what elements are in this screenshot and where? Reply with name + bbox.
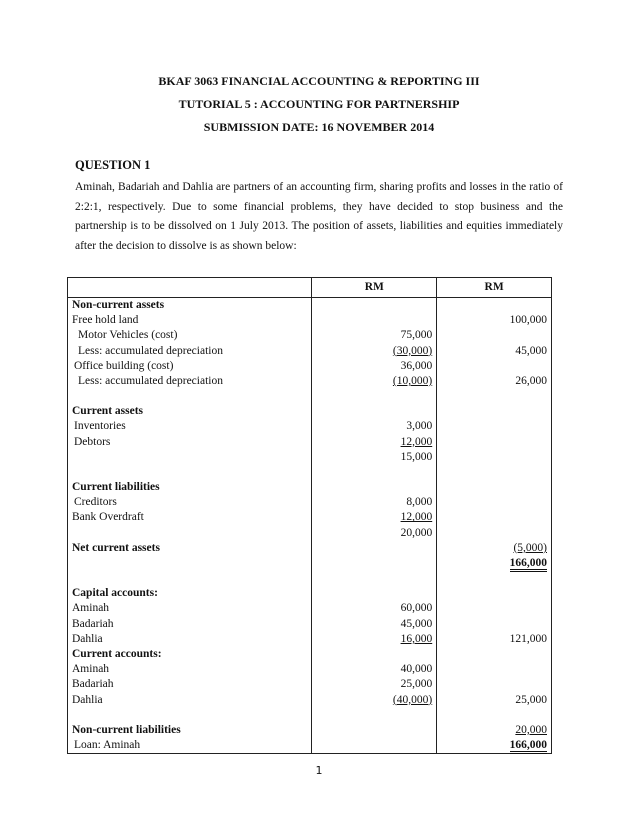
amount: 3,000 (406, 420, 433, 433)
row-label: Badariah (68, 617, 312, 632)
row-value-rm-2 (437, 662, 552, 677)
spacer-cell (68, 389, 312, 404)
row-value-rm-1 (312, 556, 437, 571)
row-value-rm-2 (437, 480, 552, 495)
row-label: Dahlia (68, 632, 312, 647)
row-value-rm-1 (312, 480, 437, 495)
amount: (5,000) (513, 541, 547, 554)
table-row (68, 617, 552, 632)
spacer-cell (312, 708, 437, 723)
header-rm-2: RM (437, 278, 552, 298)
table-row (68, 738, 552, 754)
amount: 100,000 (509, 314, 547, 327)
row-value-rm-2 (437, 328, 552, 343)
row-value-rm-1 (312, 723, 437, 738)
row-value-rm-1 (312, 677, 437, 692)
spacer-cell (68, 708, 312, 723)
row-label: Office building (cost) (68, 359, 312, 374)
row-value-rm-2 (437, 344, 552, 359)
row-value-rm-1 (312, 526, 437, 541)
amount: 20,000 (515, 723, 547, 736)
balance-sheet-table (67, 277, 552, 754)
header-blank (68, 278, 312, 298)
table-row (68, 419, 552, 434)
row-value-rm-2 (437, 313, 552, 328)
table-row (68, 298, 552, 314)
spacer-cell (437, 465, 552, 480)
row-value-rm-1 (312, 435, 437, 450)
table-row (68, 601, 552, 616)
row-label: Aminah (68, 662, 312, 677)
row-label: Capital accounts: (68, 586, 312, 601)
row-value-rm-2 (437, 450, 552, 465)
table-row (68, 541, 552, 556)
row-label: Badariah (68, 677, 312, 692)
row-value-rm-1 (312, 344, 437, 359)
row-label: Current liabilities (68, 480, 312, 495)
table-row (68, 586, 552, 601)
row-label: Inventories (68, 419, 312, 434)
amount: 12,000 (400, 435, 433, 448)
amount: (40,000) (392, 693, 433, 706)
table-row (68, 359, 552, 374)
table-row (68, 450, 552, 465)
table-spacer-row (68, 571, 552, 586)
row-value-rm-2 (437, 526, 552, 541)
row-label: Debtors (68, 435, 312, 450)
amount: (10,000) (392, 375, 433, 388)
amount: 25,000 (400, 678, 433, 691)
page-number: 1 (315, 764, 323, 777)
row-value-rm-2 (437, 359, 552, 374)
table-spacer-row (68, 389, 552, 404)
row-label: Dahlia (68, 693, 312, 708)
amount: 12,000 (400, 511, 433, 524)
row-label (68, 526, 312, 541)
row-value-rm-2 (437, 617, 552, 632)
row-value-rm-1 (312, 298, 437, 314)
table-row (68, 374, 552, 389)
row-value-rm-2 (437, 510, 552, 525)
amount: 121,000 (509, 632, 547, 645)
row-value-rm-1 (312, 313, 437, 328)
row-value-rm-1 (312, 693, 437, 708)
submission-date: SUBMISSION DATE: 16 NOVEMBER 2014 (203, 120, 435, 134)
table-spacer-row (68, 708, 552, 723)
row-value-rm-2 (437, 586, 552, 601)
amount: 45,000 (515, 344, 547, 357)
row-value-rm-2 (437, 495, 552, 510)
row-label: Current accounts: (68, 647, 312, 662)
row-value-rm-2 (437, 556, 552, 571)
question-title: QUESTION 1 (75, 158, 151, 172)
amount: 166,000 (510, 557, 547, 572)
row-value-rm-2 (437, 404, 552, 419)
row-value-rm-1 (312, 601, 437, 616)
row-value-rm-2 (437, 419, 552, 434)
table-row (68, 693, 552, 708)
spacer-cell (68, 571, 312, 586)
table-row (68, 647, 552, 662)
row-value-rm-1 (312, 495, 437, 510)
amount: 60,000 (400, 602, 433, 615)
table-body (68, 298, 552, 754)
row-value-rm-1 (312, 541, 437, 556)
tutorial-title: TUTORIAL 5 : ACCOUNTING FOR PARTNERSHIP (178, 97, 460, 111)
spacer-cell (312, 389, 437, 404)
table-row (68, 556, 552, 571)
header-rm-1: RM (312, 278, 437, 298)
row-label: Loan: Aminah (68, 738, 312, 754)
table-row (68, 632, 552, 647)
row-value-rm-2 (437, 541, 552, 556)
amount: 75,000 (400, 329, 433, 342)
amount: 20,000 (400, 526, 433, 539)
row-value-rm-2 (437, 693, 552, 708)
row-label: Aminah (68, 601, 312, 616)
row-label: Bank Overdraft (68, 510, 312, 525)
amount: 166,000 (510, 739, 547, 754)
amount: 25,000 (515, 693, 547, 706)
row-value-rm-1 (312, 738, 437, 754)
spacer-cell (312, 571, 437, 586)
spacer-cell (437, 389, 552, 404)
amount: 16,000 (400, 632, 433, 645)
table-row (68, 313, 552, 328)
row-value-rm-2 (437, 647, 552, 662)
row-label: Non-current liabilities (68, 723, 312, 738)
row-label: Creditors (68, 495, 312, 510)
table-row (68, 677, 552, 692)
row-value-rm-1 (312, 647, 437, 662)
spacer-cell (68, 465, 312, 480)
row-value-rm-2 (437, 738, 552, 754)
amount: 45,000 (400, 617, 433, 630)
table-spacer-row (68, 465, 552, 480)
row-label (68, 450, 312, 465)
amount: 8,000 (406, 496, 433, 509)
row-value-rm-1 (312, 359, 437, 374)
row-value-rm-2 (437, 298, 552, 314)
row-label: Current assets (68, 404, 312, 419)
row-label: Free hold land (68, 313, 312, 328)
row-value-rm-1 (312, 450, 437, 465)
table-row (68, 344, 552, 359)
row-label: Net current assets (68, 541, 312, 556)
table-row (68, 510, 552, 525)
row-value-rm-1 (312, 404, 437, 419)
row-value-rm-1 (312, 510, 437, 525)
table-row (68, 526, 552, 541)
row-value-rm-1 (312, 662, 437, 677)
spacer-cell (437, 708, 552, 723)
course-title: BKAF 3063 FINANCIAL ACCOUNTING & REPORTING III (158, 74, 480, 88)
table-row (68, 328, 552, 343)
row-value-rm-1 (312, 632, 437, 647)
row-label: Non-current assets (68, 298, 312, 314)
table-header-row (68, 278, 552, 298)
table-row (68, 495, 552, 510)
amount: 15,000 (400, 450, 433, 463)
row-value-rm-2 (437, 677, 552, 692)
table-row (68, 404, 552, 419)
row-label: Less: accumulated depreciation (68, 344, 312, 359)
row-value-rm-2 (437, 374, 552, 389)
spacer-cell (312, 465, 437, 480)
amount: 40,000 (400, 663, 433, 676)
amount: 26,000 (515, 375, 547, 388)
amount: (30,000) (392, 344, 433, 357)
spacer-cell (437, 571, 552, 586)
row-value-rm-1 (312, 419, 437, 434)
table-row (68, 480, 552, 495)
row-value-rm-2 (437, 723, 552, 738)
table-row (68, 723, 552, 738)
row-value-rm-2 (437, 601, 552, 616)
row-value-rm-1 (312, 374, 437, 389)
row-value-rm-2 (437, 632, 552, 647)
row-value-rm-1 (312, 617, 437, 632)
row-value-rm-2 (437, 435, 552, 450)
table-row (68, 435, 552, 450)
row-label: Motor Vehicles (cost) (68, 328, 312, 343)
table-row (68, 662, 552, 677)
row-label: Less: accumulated depreciation (68, 374, 312, 389)
question-text: Aminah, Badariah and Dahlia are partners of an accounting firm, sharing profits and losses in the ratio of 2:2:1, respectively. Due to some financial problems, they have decided to stop business and the partnership is to be dissolved on 1 July 2013. The position of assets, liabilities and equities immediately after the decision to dissolve is as shown below: (75, 181, 563, 252)
row-value-rm-1 (312, 586, 437, 601)
amount: 36,000 (400, 359, 433, 372)
row-label (68, 556, 312, 571)
row-value-rm-1 (312, 328, 437, 343)
